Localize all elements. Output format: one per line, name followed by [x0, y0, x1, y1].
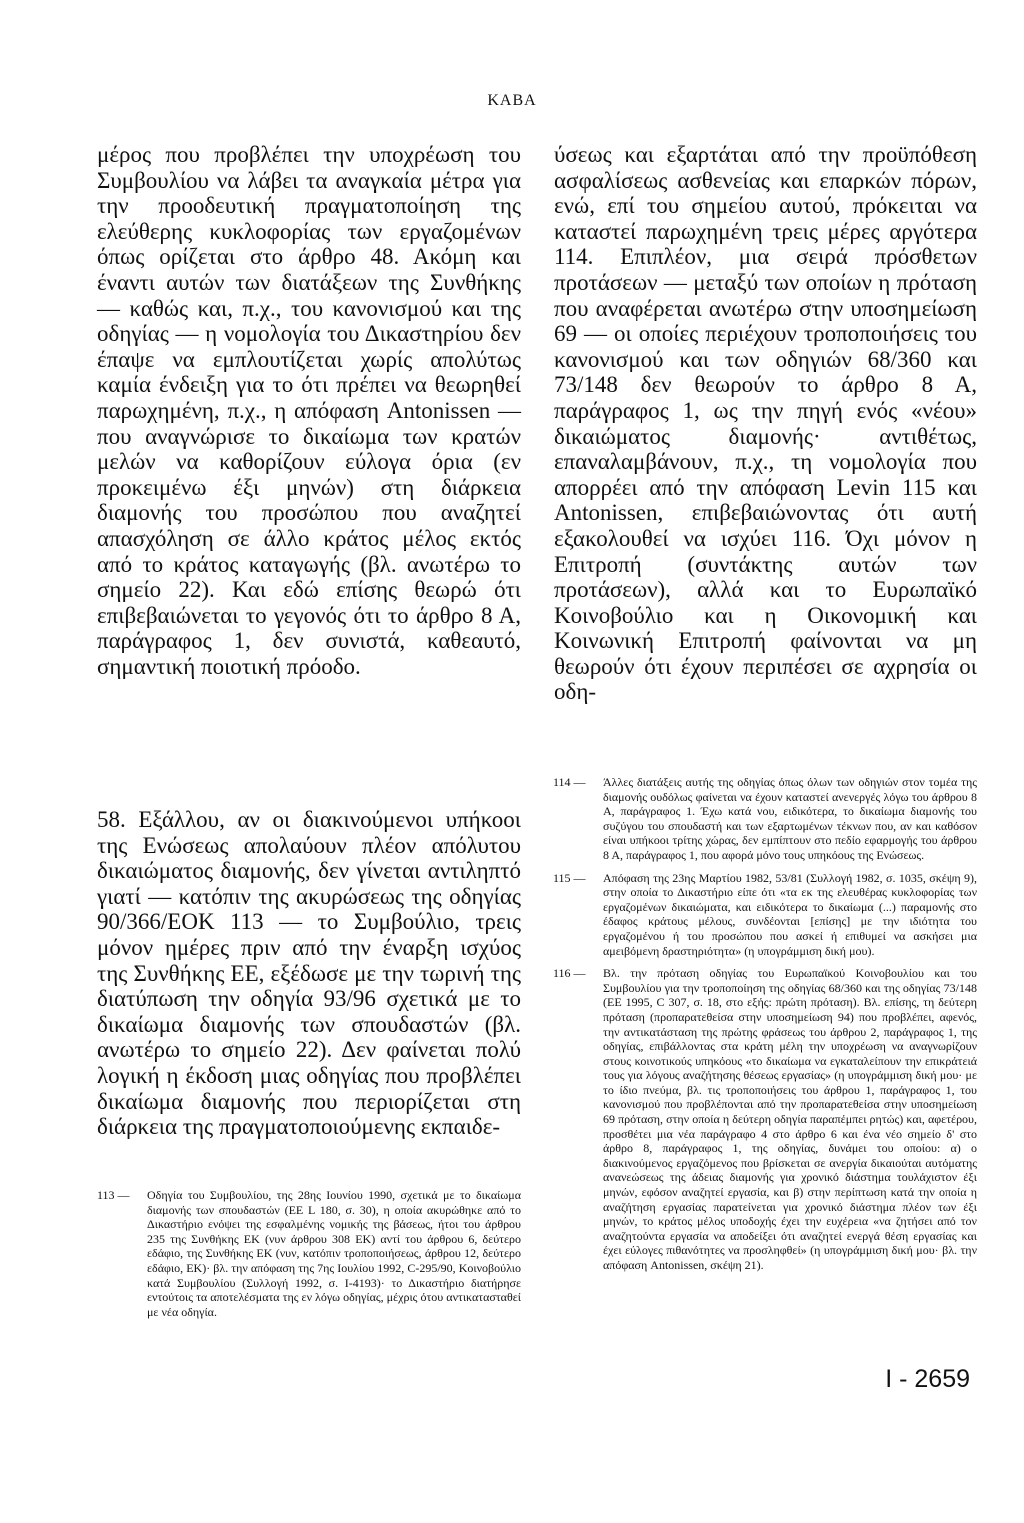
footnote-113: [97, 1188, 521, 1319]
footnote-114: [553, 775, 977, 863]
footnote-text: Απόφαση της 23ης Μαρτίου 1982, 53/81 (Συλλογή 1982, σ. 1035, σκέψη 9), στην οποία το Δικαστήριο είπε ότι «τα εκ της ελευθέρας κυκλοφορίας των εργαζομένων δικαιώματα, και ειδικότερα το δικαίωμα (...) παραμονής στο έδαφος κράτους μέλους, συνδέονται [επίσης] με την ιδιότητα του εργαζομένου ή του προσώπου που ασκεί ή επιθυμεί να ασκήσει μια αμειβόμενη δραστηριότητα» (η υπογράμμιση δική μου).: [603, 870, 977, 958]
footnote-116: [553, 966, 977, 1272]
page-number: I - 2659: [885, 1365, 970, 1393]
footnote-115: [553, 871, 977, 959]
left-column-top: [97, 142, 521, 679]
footnote-text: Άλλες διατάξεις αυτής της οδηγίας όπως όλων των οδηγιών στον τομέα της διαμονής ουδόλως φαίνεται να έχουν καταστεί ανενεργές λόγω του άρθρου 8 Α, παράγραφος 1. Έχω κατά νου, ειδικότερα, το δικαίωμα διαμονής του συζύγου του σπουδαστή και των εξαρτωμένων τέκνων που, αν και καθόσον είναι υπήκοοι τρίτης χώρας, δεν εμπίπτουν στο πεδίο εφαρμογής του άρθρου 8 Α, παράγραφος 1, που αφορά μόνο τους υπηκόους της Ενώσεως.: [603, 775, 977, 862]
paragraph-58: [97, 807, 521, 1140]
footnotes-right: [553, 775, 977, 1281]
footnote-number: 115 —: [553, 870, 586, 885]
footnote-text: Βλ. την πρόταση οδηγίας του Ευρωπαϊκού Κοινοβουλίου και του Συμβουλίου για την τροποποίηση της οδηγίας 68/360 και της οδηγίας 73/148 (ΕΕ 1995, C 307, σ. 18, στο εξής: πρώτη πρόταση). Βλ. επίσης, τη δεύτερη πρόταση (προπαρατεθείσα στην υποσημείωση 94) που προβλέπει, αφενός, την αντικατάσταση της πρώτης φράσεως του άρθρου 2, παράγραφος 1, της οδηγίας, επιβάλλοντας στα κράτη μέλη την υποχρέωση να αναγνωρίζουν στους κοινοτικούς υπηκόους «το δικαίωμα να εγκαταλείπουν την επικράτειά τους για λόγους αναζήτησης θέσεως εργασίας» (η υπογράμμιση δική μου· με το ίδιο πνεύμα, βλ. τις τροποποιήσεις του άρθρου 1, παράγραφος 1, του κανονισμού που προβλέπονται από την προπαρατεθείσα στην υποσημείωση 69 πρόταση, στην οποία η δεύτερη οδηγία παραπέμπει ρητώς) και, αφετέρου, προσθέτει μια νέα παράγραφο 4 στο άρθρο 6 και ένα νέο σημείο δ' στο άρθρο 8, παράγραφος 1, της οδηγίας, δυνάμει του οποίου: α) ο διακινούμενος εργαζόμενος που βρίσκεται σε ανεργία δικαιούται αυτόματης ανανεώσεως της άδειας διαμονής για χρονικό διάστημα τουλάχιστον έξι μηνών, εφόσον αναζητεί εργασία, και β) στην περίπτωση κατά την οποία η αναζήτηση εργασίας παρατείνεται για χρονικό διάστημα πλέον των έξι μηνών, το κράτος μέλος υποδοχής έχει την ευχέρεια «να ζητήσει από τον αναζητούντα εργασία να αποδείξει ότι αναζητεί ενεργά θέση εργασίας και έχει εύλογες πιθανότητες να προσληφθεί» (η υπογράμμιση δική μου· βλ. την απόφαση Antonissen, σκέψη 21).: [603, 966, 977, 1272]
footnote-text: Οδηγία του Συμβουλίου, της 28ης Ιουνίου 1990, σχετικά με το δικαίωμα διαμονής των σπουδαστών (ΕΕ L 180, σ. 30), η οποία ακυρώθηκε από το Δικαστήριο ενόψει της εσφαλμένης νομικής της βάσεως, ήτοι του άρθρου 235 της Συνθήκης ΕΚ (νυν άρθρου 308 ΕΚ) αντί του άρθρου 6, δεύτερο εδάφιο, της Συνθήκης ΕΚ (νυν, κατόπιν τροποποιήσεως, άρθρου 12, δεύτερο εδάφιο, ΕΚ)· βλ. την απόφαση της 7ης Ιουλίου 1992, C-295/90, Κοινοβούλιο κατά Συμβουλίου (Συλλογή 1992, σ. I-4193)· το Δικαστήριο διατήρησε εντούτοις τα αποτελέσματα της εν λόγω οδηγίας, μέχρις ότου αντικατασταθεί με νέα οδηγία.: [147, 1188, 521, 1319]
running-header: ΚΑΒΑ: [487, 92, 537, 109]
footnote-number: 113 —: [97, 1188, 130, 1202]
right-column-top: [554, 142, 977, 705]
footnote-number: 116 —: [553, 966, 586, 981]
paragraph-continuation-right: ύσεως και εξαρτάται από την προϋπόθεση ασφαλίσεως ασθενείας και επαρκών πόρων, ενώ, επί του σημείου αυτού, πρόκειται να καταστεί παρωχημένη τρεις μέρες αργότερα 114. Επιπλέον, μια σειρά πρόσθετων προτάσεων — μεταξύ των οποίων η πρόταση που αναφέρεται ανωτέρω στην υποσημείωση 69 — οι οποίες περιέχουν τροποποιήσεις του κανονισμού και των οδηγιών 68/360 και 73/148 δεν θεωρούν το άρθρο 8 Α, παράγραφος 1, ως την πηγή ενός «νέου» δικαιώματος διαμονής· αντιθέτως, επαναλαμβάνουν, π.χ., τη νομολογία που απορρέει από την απόφαση Levin 115 και Antonissen, επιβεβαιώνοντας ότι αυτή εξακολουθεί να ισχύει 116. Όχι μόνον η Επιτροπή (συντάκτης αυτών των προτάσεων), αλλά και το Ευρωπαϊκό Κοινοβούλιο και η Οικονομική και Κοινωνική Επιτροπή φαίνονται να μη θεωρούν ότι έχουν περιπέσει σε αχρησία οι οδη-: [554, 142, 977, 705]
footnote-number: 114 —: [553, 775, 586, 789]
paragraph-58-text: 58. Εξάλλου, αν οι διακινούμενοι υπήκοοι της Ενώσεως απολαύουν πλέον απόλυτου δικαιώματος διαμονής, δεν γίνεται αντιληπτό γιατί — κατόπιν της ακυρώσεως της οδηγίας 90/366/ΕΟΚ 113 — το Συμβούλιο, τρεις μόνον ημέρες πριν από την έναρξη ισχύος της Συνθήκης ΕΕ, εξέδωσε με την τωρινή της διατύπωση την οδηγία 93/96 σχετικά με το δικαίωμα διαμονής των σπουδαστών (βλ. ανωτέρω το σημείο 22). Δεν φαίνεται πολύ λογική η έκδοση μιας οδηγίας που προβλέπει δικαίωμα διαμονής που περιορίζεται στη διάρκεια της πραγματοποιούμενης εκπαιδε-: [97, 807, 521, 1140]
paragraph-continuation: μέρος που προβλέπει την υποχρέωση του Συμβουλίου να λάβει τα αναγκαία μέτρα για την προοδευτική πραγματοποίηση της ελεύθερης κυκλοφορίας των εργαζομένων όπως ορίζεται στο άρθρο 48. Ακόμη και έναντι αυτών των διατάξεων της Συνθήκης — καθώς και, π.χ., του κανονισμού και της οδηγίας — η νομολογία του Δικαστηρίου δεν έπαψε να εμπλουτίζεται χωρίς απολύτως καμία ένδειξη για το ότι πρέπει να θεωρηθεί παρωχημένη, π.χ., η απόφαση Antonissen — που αναγνώρισε το δικαίωμα των κρατών μελών να καθορίζουν εύλογα όρια (εν προκειμένω έξι μηνών) στη διάρκεια διαμονής του προσώπου που αναζητεί απασχόληση σε άλλο κράτος μέλος εκτός από το κράτος καταγωγής (βλ. ανωτέρω το σημείο 22). Και εδώ επίσης θεωρώ ότι επιβεβαιώνεται το γεγονός ότι το άρθρο 8 Α, παράγραφος 1, δεν συνιστά, καθεαυτό, σημαντική ποιοτική πρόοδο.: [97, 142, 521, 679]
